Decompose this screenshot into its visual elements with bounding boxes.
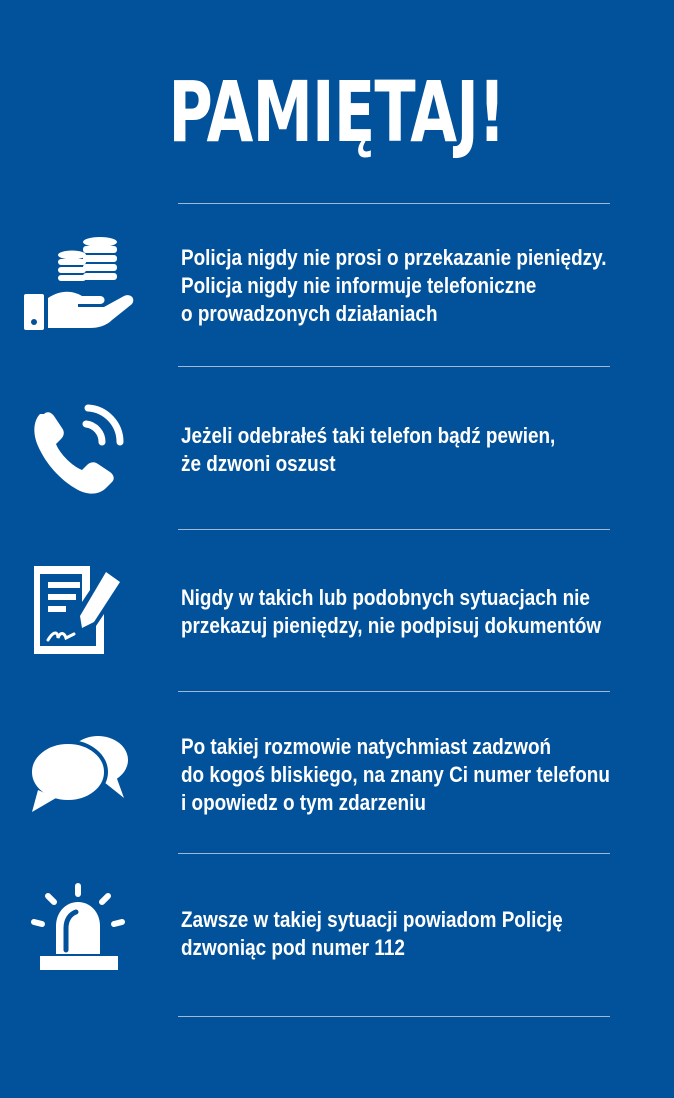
tip-line: o prowadzonych działaniach [181, 301, 438, 326]
police-siren-icon [20, 882, 140, 982]
tip-line: Po takiej rozmowie natychmiast zadzwoń [181, 734, 552, 759]
divider [178, 1016, 610, 1017]
tip-text-1 [181, 244, 607, 328]
tip-line: Policja nigdy nie prosi o przekazanie pieniędzy. [181, 245, 607, 270]
tip-line: do kogoś bliskiego, na znany Ci numer telefonu [181, 762, 610, 787]
tip-line: Zawsze w takiej sytuacji powiadom Policję [181, 907, 563, 932]
tip-line: Policja nigdy nie informuje telefoniczne [181, 273, 537, 298]
tip-text-5 [181, 906, 563, 962]
tip-line: dzwoniąc pod numer 112 [181, 935, 405, 960]
phone-icon [20, 398, 140, 498]
divider [178, 691, 610, 692]
coins-hand-icon [20, 232, 140, 332]
divider [178, 366, 610, 367]
tip-line: Jeżeli odebrałeś taki telefon bądź pewien, [181, 423, 556, 448]
chat-bubbles-icon [20, 726, 140, 826]
divider [178, 203, 610, 204]
tip-line: Nigdy w takich lub podobnych sytuacjach nie [181, 585, 590, 610]
tip-text-3 [181, 584, 602, 640]
divider [178, 853, 610, 854]
page-title: PAMIĘTAJ! [168, 63, 505, 161]
divider [178, 529, 610, 530]
tip-text-4 [181, 733, 610, 817]
tip-line: i opowiedz o tym zdarzeniu [181, 790, 426, 815]
tip-line: przekazuj pieniędzy, nie podpisuj dokumentów [181, 613, 602, 638]
tip-text-2 [181, 422, 559, 478]
document-sign-icon [20, 560, 140, 660]
tip-line: że dzwoni oszust [181, 451, 336, 476]
